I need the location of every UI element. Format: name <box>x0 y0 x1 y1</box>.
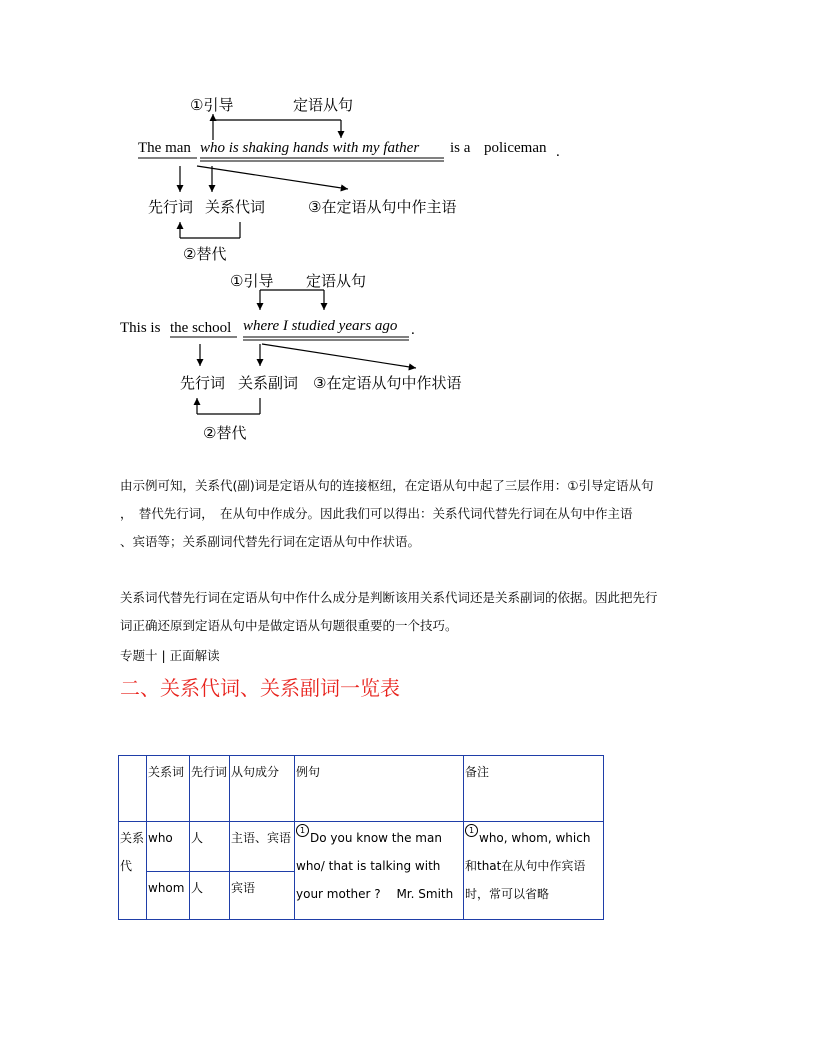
d1-function: ③在定语从句中作主语 <box>308 198 457 216</box>
cell-role: 主语、宾语 <box>230 822 295 872</box>
d2-relative: 关系副词 <box>238 374 299 392</box>
cell-antecedent: 人 <box>190 822 230 872</box>
note-cell <box>464 822 604 920</box>
example-text: Do you know the man who/ that is talking with your mother ? Mr. Smith <box>296 831 454 901</box>
d1-replace: ②替代 <box>183 245 227 263</box>
circled-number: 1 <box>296 824 309 837</box>
d2-function: ③在定语从句中作状语 <box>313 374 462 392</box>
para1-line2: ， 替代先行词， 在从句中作成分。因此我们可以得出：关系代词代替先行词在从句中作主语 <box>120 506 633 521</box>
d1-sentence-start: The man <box>138 140 191 156</box>
para1-line1: 由示例可知，关系代(副)词是定语从句的连接枢纽，在定语从句中起了三层作用：①引导定语从句 <box>120 478 654 493</box>
group-label-cell: 关系代 <box>119 822 147 920</box>
para2-line2: 词正确还原到定语从句中是做定语从句题很重要的一个技巧。 <box>120 618 458 633</box>
d1-clause: who is shaking hands with my father <box>200 140 420 156</box>
header-cell-role: 从句成分 <box>230 756 295 822</box>
relative-words-table <box>118 755 604 920</box>
d1-sentence-mid: is a <box>450 140 471 156</box>
d2-antecedent: 先行词 <box>180 374 226 392</box>
para2-line1: 关系词代替先行词在定语从句中作什么成分是判断该用关系代词还是关系副词的依据。因此把先行 <box>120 590 658 605</box>
d1-lead-label: ①引导 <box>190 96 234 114</box>
d1-clause-label: 定语从句 <box>293 96 354 114</box>
header-cell-note: 备注 <box>464 756 604 822</box>
d2-antecedent-text: the school <box>170 320 232 336</box>
d2-period: . <box>411 322 415 338</box>
explanation-paragraph <box>120 472 700 556</box>
d1-relative: 关系代词 <box>205 198 266 216</box>
d2-lead-label: ①引导 <box>230 272 274 290</box>
header-cell-example: 例句 <box>295 756 464 822</box>
header-cell-blank <box>119 756 147 822</box>
d1-sentence-end: policeman <box>484 140 547 156</box>
d1-period: . <box>556 144 560 160</box>
d1-antecedent: 先行词 <box>148 198 194 216</box>
cell-antecedent: 人 <box>190 872 230 920</box>
para1-line3: 、宾语等；关系副词代替先行词在定语从句中作状语。 <box>120 534 421 549</box>
d2-replace: ②替代 <box>203 424 247 442</box>
cell-word-whom: whom <box>147 872 190 920</box>
circled-number: 1 <box>465 824 478 837</box>
example-cell <box>295 822 464 920</box>
cell-role: 宾语 <box>230 872 295 920</box>
tip-paragraph <box>120 584 700 640</box>
table-row <box>119 822 604 872</box>
note-text: who, whom, which和that在从句中作宾语时，常可以省略 <box>465 831 591 901</box>
table-header-row <box>119 756 604 822</box>
d2-clause-label: 定语从句 <box>306 272 367 290</box>
d2-sentence-start: This is <box>120 320 161 336</box>
header-cell-word: 关系词 <box>147 756 190 822</box>
topic-label: 专题十 | 正面解读 <box>120 648 220 663</box>
cell-word-who: who <box>147 822 190 872</box>
d2-clause: where I studied years ago <box>243 318 398 334</box>
header-cell-antecedent: 先行词 <box>190 756 230 822</box>
section-heading: 二、关系代词、关系副词一览表 <box>120 676 400 700</box>
